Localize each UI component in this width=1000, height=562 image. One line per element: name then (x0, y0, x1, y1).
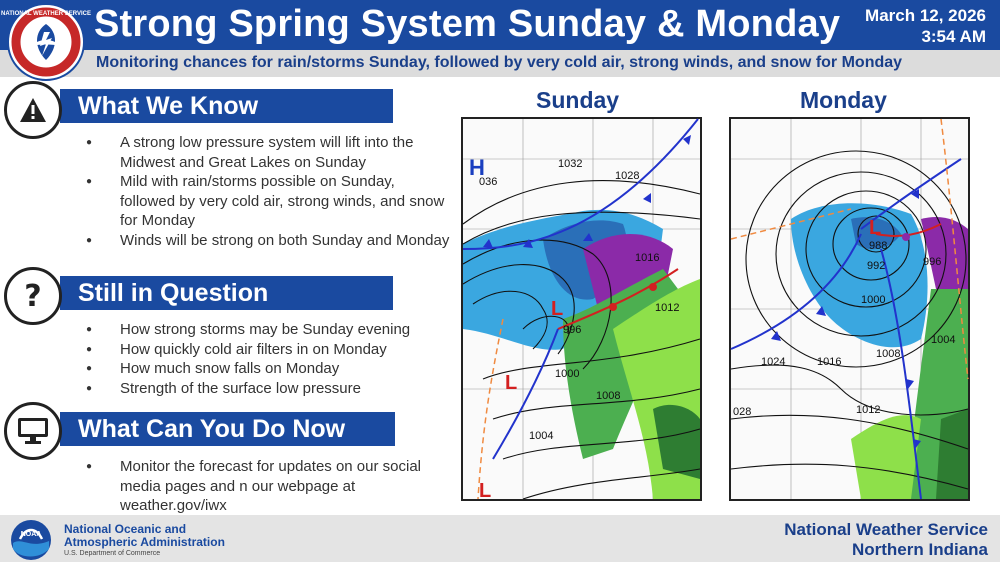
noaa-logo-text: NOAA (20, 531, 42, 538)
sunday-forecast-map (461, 117, 702, 501)
list-item: ● How much snow falls on Monday (84, 359, 454, 379)
low-pressure-label: L (505, 372, 518, 394)
list-item: ● Strength of the surface low pressure (84, 379, 454, 399)
isobar-label: 1016 (635, 252, 660, 264)
isobar-label: 1000 (861, 294, 886, 306)
page-subtitle: Monitoring chances for rain/storms Sunday, followed by very cold air, strong winds, and snow for Monday (96, 54, 903, 71)
nws-logo-text: NATIONAL WEATHER SERVICE (1, 11, 91, 17)
know-list (84, 133, 454, 250)
page-title: Strong Spring System Sunday & Monday (94, 3, 841, 45)
list-item: ● How quickly cold air filters in on Monday (84, 340, 454, 360)
noaa-name-line2: Atmospheric Administration (64, 535, 225, 549)
question-list (84, 320, 454, 398)
question-icon: ? (4, 267, 62, 325)
map-label-monday: Monday (800, 87, 887, 113)
isobar-label: 036 (479, 176, 498, 188)
isobar-label: 1008 (876, 348, 901, 360)
map-label-sunday: Sunday (536, 87, 620, 113)
action-list (84, 457, 454, 516)
section-title-action: What Can You Do Now (78, 415, 346, 443)
list-item: ● How strong storms may be Sunday evening (84, 320, 454, 340)
section-header-question (60, 276, 393, 310)
isobar-label: 992 (867, 260, 886, 272)
sunday-map-graphic (463, 119, 700, 502)
isobar-label: 996 (563, 324, 582, 336)
monitor-icon (4, 402, 62, 460)
isobar-label: 1024 (761, 356, 786, 368)
list-item: ● Mild with rain/storms possible on Sunday, followed by very cold air, strong winds, and snow for Monday (84, 172, 454, 231)
isobar-label: 1016 (817, 356, 842, 368)
nws-logo (1, 2, 91, 82)
isobar-label: 988 (869, 240, 888, 252)
list-item: ● Monitor the forecast for updates on our social media pages and n our webpage at weather.gov/iwx (84, 457, 454, 516)
isobar-label: 1012 (655, 302, 680, 314)
isobar-label: 1004 (931, 334, 956, 346)
section-header-action (60, 412, 395, 446)
low-pressure-label: L (551, 298, 564, 320)
isobar-label: 1008 (596, 390, 621, 402)
list-item: ● Winds will be strong on both Sunday and Monday (84, 231, 454, 251)
isobar-label: 996 (923, 256, 942, 268)
office-line2: Northern Indiana (851, 540, 988, 559)
isobar-label: 1032 (558, 158, 583, 170)
isobar-label: 1028 (615, 170, 640, 182)
noaa-name (64, 523, 225, 549)
noaa-name-line1: National Oceanic and (64, 522, 187, 536)
issued-datetime (865, 5, 986, 47)
isobar-label: 1012 (856, 404, 881, 416)
office-line1: National Weather Service (784, 520, 988, 539)
section-title-question: Still in Question (78, 279, 269, 307)
section-title-know: What We Know (78, 92, 259, 120)
noaa-logo (10, 519, 52, 561)
monday-forecast-map (729, 117, 970, 501)
issued-time: 3:54 AM (921, 27, 986, 46)
list-item: ● A strong low pressure system will lift into the Midwest and Great Lakes on Sunday (84, 133, 454, 172)
issued-date: March 12, 2026 (865, 6, 986, 25)
header-bar (0, 0, 1000, 50)
high-pressure-label: H (469, 155, 485, 180)
subtitle-bar (0, 50, 1000, 77)
low-pressure-label: L (479, 480, 492, 502)
monday-map-graphic (731, 119, 968, 499)
isobar-label: 1004 (529, 430, 554, 442)
isobar-label: 1000 (555, 368, 580, 380)
noaa-department: U.S. Department of Commerce (64, 550, 161, 557)
footer-bar (0, 515, 1000, 562)
warning-icon (4, 81, 62, 139)
low-pressure-label: L (869, 217, 882, 239)
section-header-know (60, 89, 393, 123)
isobar-label: 028 (733, 406, 752, 418)
office-name (784, 520, 988, 560)
